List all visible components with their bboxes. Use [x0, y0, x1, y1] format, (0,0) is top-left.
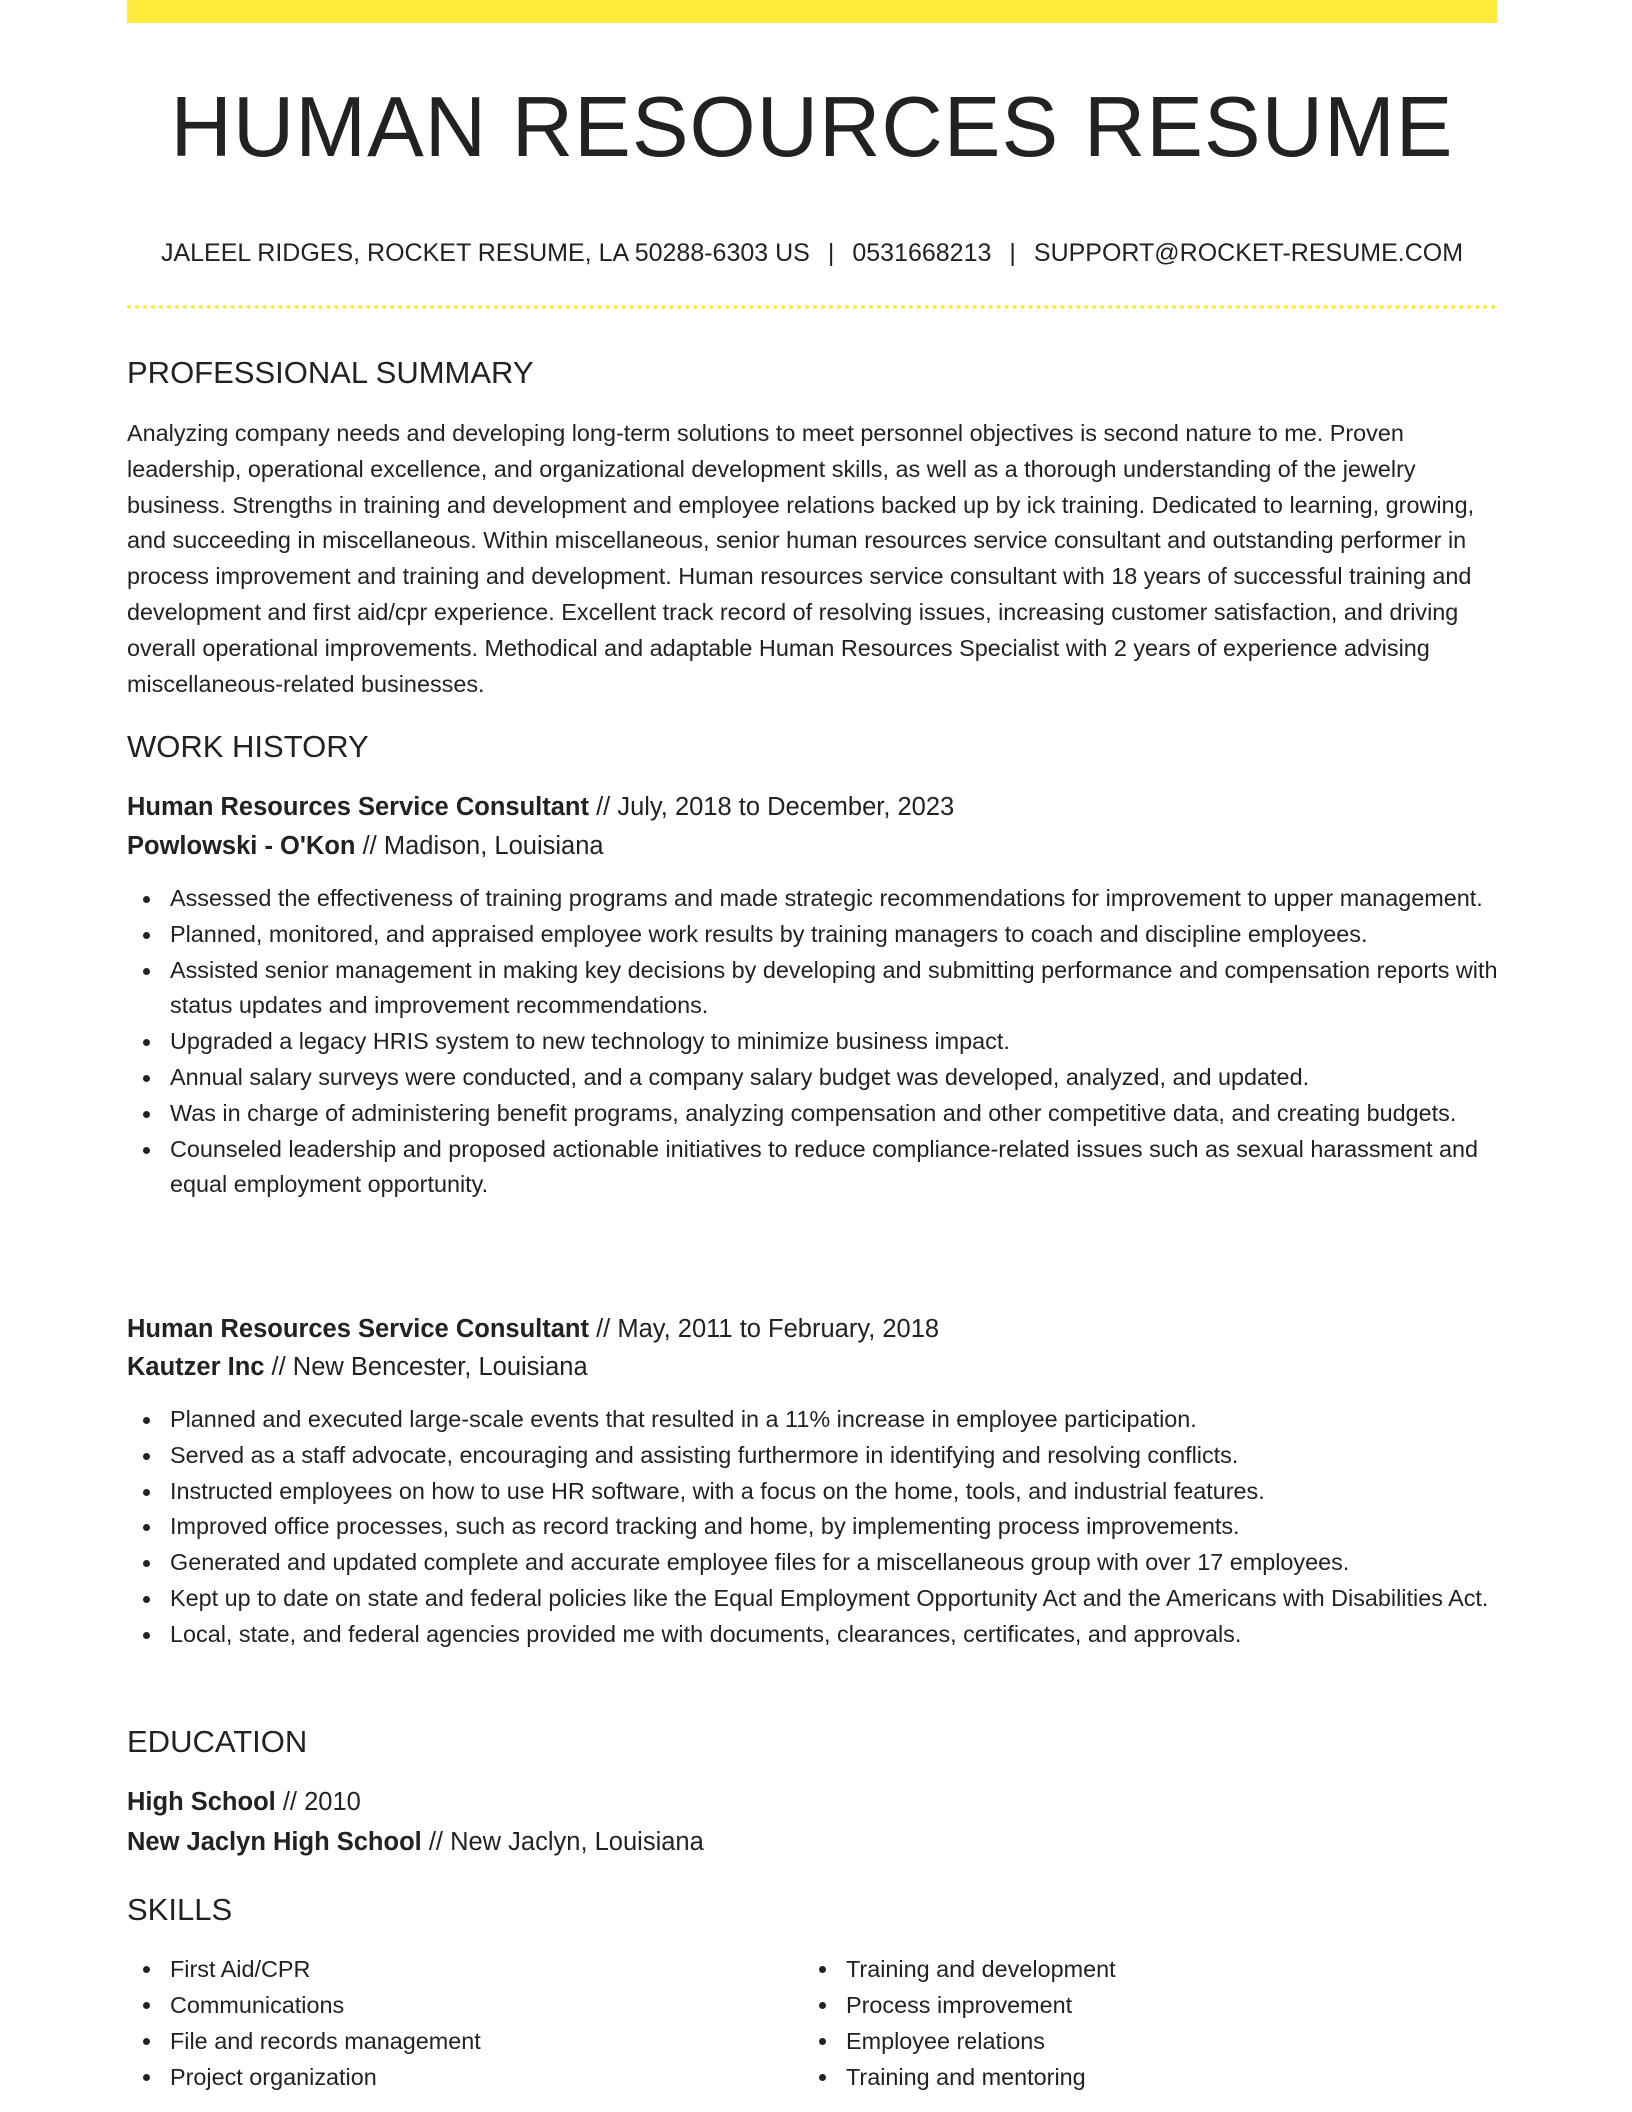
education-degree-line — [127, 1785, 361, 1819]
job-title-line — [127, 790, 954, 824]
top-accent-bar — [127, 0, 1497, 23]
skill-item: Employee relations — [846, 2023, 1116, 2059]
job-title: Human Resources Service Consultant — [127, 793, 589, 821]
header-divider — [127, 305, 1497, 309]
list-item: Was in charge of administering benefit programs, analyzing compensation and other competitive data, and creating budgets. — [170, 1096, 1540, 1132]
skills-list-right — [846, 1951, 1116, 2095]
contact-phone: 0531668213 — [852, 239, 992, 267]
skill-item: Process improvement — [846, 1987, 1116, 2023]
skill-item: Communications — [170, 1987, 481, 2023]
list-item: Local, state, and federal agencies provided me with documents, clearances, certificates, and approvals. — [170, 1617, 1540, 1653]
list-item: Served as a staff advocate, encouraging and assisting furthermore in identifying and resolving conflicts. — [170, 1438, 1540, 1474]
skills-list-left — [170, 1951, 481, 2095]
education-location: // New Jaclyn, Louisiana — [421, 1828, 704, 1856]
list-item: Planned, monitored, and appraised employee work results by training managers to coach and discipline employees. — [170, 917, 1540, 953]
work-history-heading: WORK HISTORY — [127, 729, 369, 764]
job-bullets — [127, 1402, 1540, 1653]
list-item: Kept up to date on state and federal policies like the Equal Employment Opportunity Act and the Americans with Disabilities Act. — [170, 1581, 1540, 1617]
job-company: Kautzer Inc — [127, 1353, 265, 1381]
list-item: Improved office processes, such as record tracking and home, by implementing process improvements. — [170, 1509, 1540, 1545]
summary-heading: PROFESSIONAL SUMMARY — [127, 355, 534, 390]
skill-item: Training and mentoring — [846, 2059, 1116, 2095]
job-location: // Madison, Louisiana — [355, 832, 604, 860]
education-degree: High School — [127, 1788, 276, 1816]
skill-item: File and records management — [170, 2023, 481, 2059]
skills-heading: SKILLS — [127, 1892, 233, 1927]
skill-item: First Aid/CPR — [170, 1951, 481, 1987]
job-company-line — [127, 829, 604, 863]
list-item: Counseled leadership and proposed actionable initiatives to reduce compliance-related issues such as sexual harassment and equal employment opportunity. — [170, 1132, 1540, 1204]
job-company: Powlowski - O'Kon — [127, 832, 356, 860]
skill-item: Project organization — [170, 2059, 481, 2095]
education-school: New Jaclyn High School — [127, 1828, 422, 1856]
contact-separator: | — [1009, 239, 1016, 267]
education-year: // 2010 — [275, 1788, 361, 1816]
job-title-line — [127, 1312, 939, 1346]
list-item: Annual salary surveys were conducted, and a company salary budget was developed, analyzed, and updated. — [170, 1060, 1540, 1096]
job-dates: // May, 2011 to February, 2018 — [588, 1315, 940, 1343]
list-item: Planned and executed large-scale events that resulted in a 11% increase in employee participation. — [170, 1402, 1540, 1438]
contact-email: SUPPORT@ROCKET-RESUME.COM — [1033, 239, 1464, 267]
job-bullets — [127, 881, 1540, 1203]
contact-line — [127, 236, 1497, 270]
list-item: Upgraded a legacy HRIS system to new technology to minimize business impact. — [170, 1024, 1540, 1060]
list-item: Generated and updated complete and accurate employee files for a miscellaneous group with over 17 employees. — [170, 1545, 1540, 1581]
job-title: Human Resources Service Consultant — [127, 1315, 589, 1343]
education-heading: EDUCATION — [127, 1724, 308, 1759]
job-company-line — [127, 1350, 588, 1384]
skill-item: Training and development — [846, 1951, 1116, 1987]
list-item: Instructed employees on how to use HR software, with a focus on the home, tools, and industrial features. — [170, 1474, 1540, 1510]
list-item: Assessed the effectiveness of training programs and made strategic recommendations for improvement to upper management. — [170, 881, 1540, 917]
contact-address: JALEEL RIDGES, ROCKET RESUME, LA 50288-6303 US — [160, 239, 810, 267]
education-school-line — [127, 1825, 704, 1859]
job-dates: // July, 2018 to December, 2023 — [588, 793, 955, 821]
summary-text: Analyzing company needs and developing long-term solutions to meet personnel objectives is second nature to me. Proven leadership, operational excellence, and organizational development skills, as well as a thorough understanding of the jewelry business. Strengths in training and development and employee relations backed up by ick training. Dedicated to learning, growing, and succeeding in miscellaneous. Within miscellaneous, senior human resources service consultant and outstanding performer in process improvement and training and development. Human resources service consultant with 18 years of successful training and development and first aid/cpr experience. Excellent track record of resolving issues, increasing customer satisfaction, and driving overall operational improvements. Methodical and adaptable Human Resources Specialist with 2 years of experience advising miscellaneous-related businesses. — [127, 420, 1475, 697]
job-location: // New Bencester, Louisiana — [264, 1353, 588, 1381]
contact-separator: | — [827, 239, 835, 267]
list-item: Assisted senior management in making key decisions by developing and submitting performance and compensation reports with status updates and improvement recommendations. — [170, 953, 1540, 1025]
resume-title: HUMAN RESOURCES RESUME — [170, 80, 1454, 175]
